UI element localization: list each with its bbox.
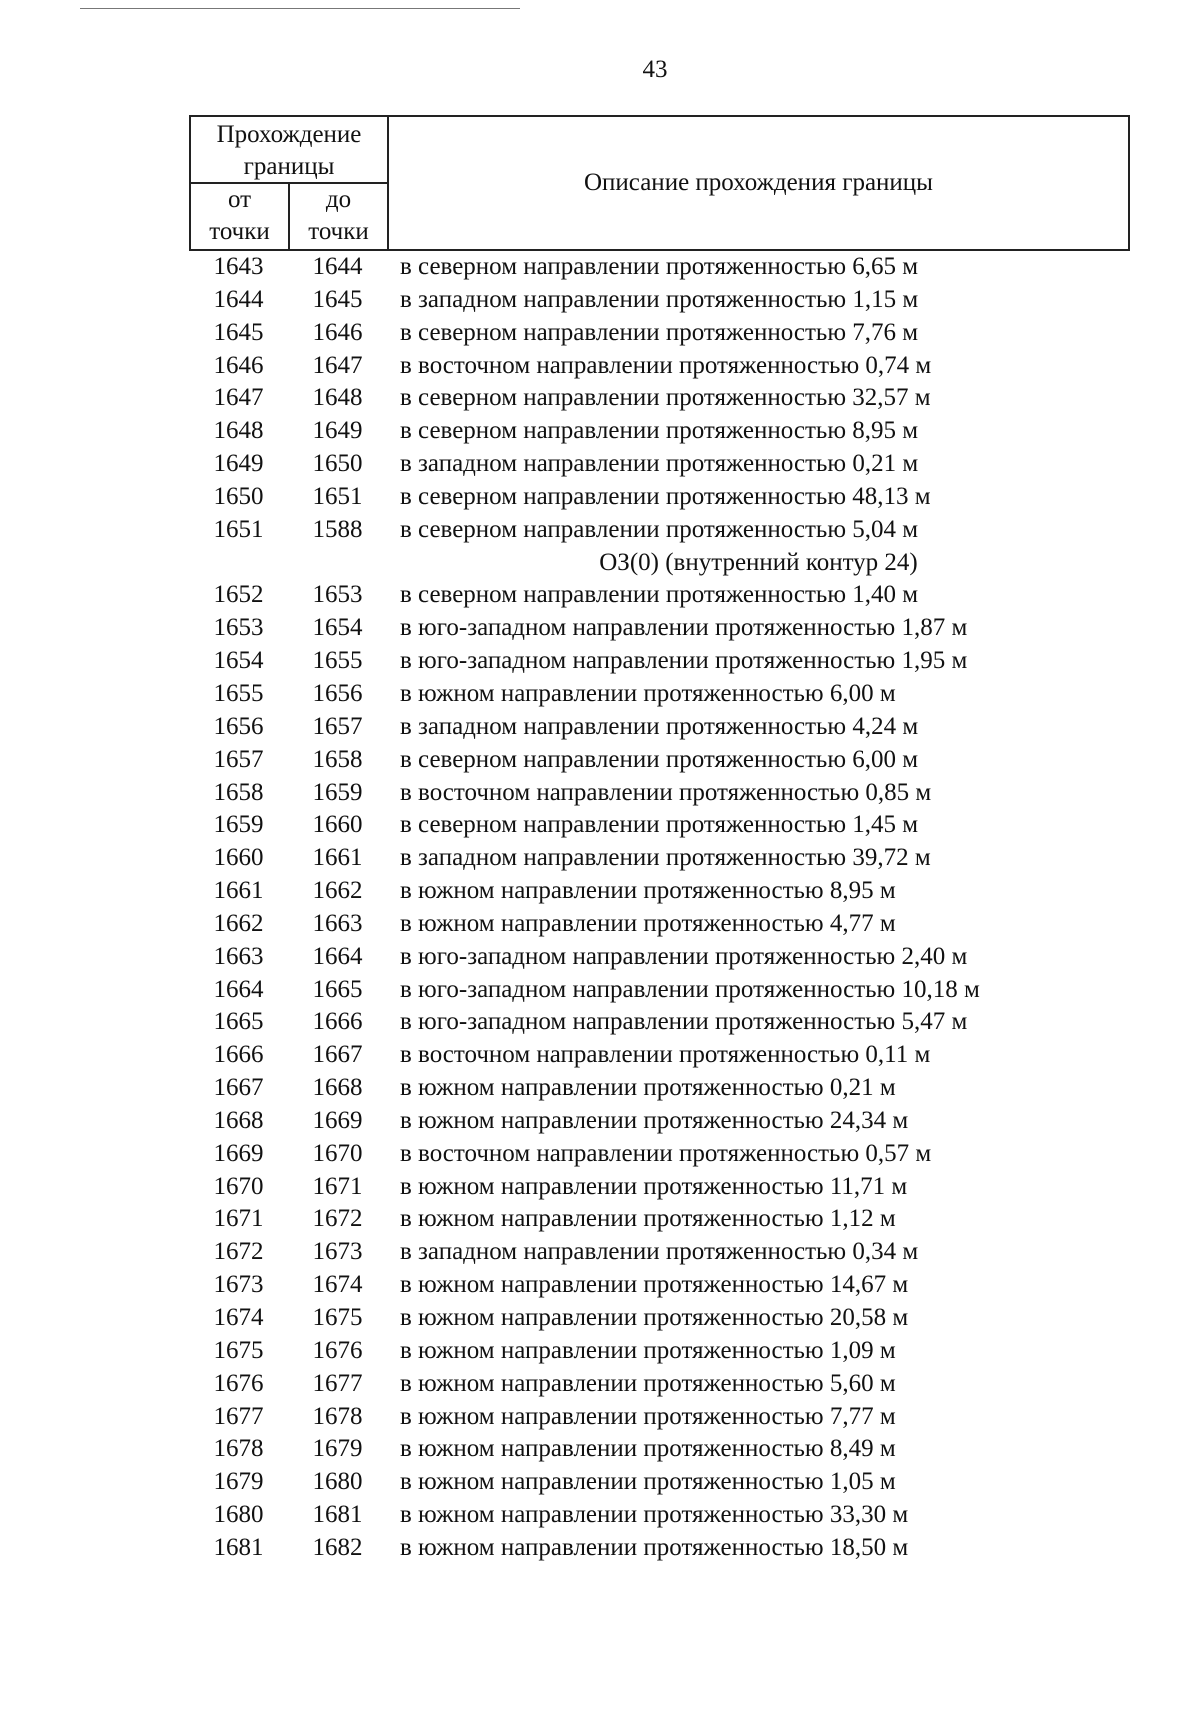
description-cell: в южном направлении протяженностью 8,49 м — [400, 1435, 896, 1463]
from-point-cell: 1673 — [213, 1271, 264, 1299]
to-point-cell: 1656 — [312, 679, 363, 707]
description-cell: в западном направлении протяженностью 0,34 м — [400, 1238, 919, 1266]
to-point-cell: 1664 — [312, 942, 363, 970]
to-point-cell: 1654 — [312, 614, 363, 642]
to-point-cell: 1657 — [312, 712, 363, 740]
from-point-cell: 1679 — [213, 1468, 264, 1496]
description-cell: в северном направлении протяженностью 1,45 м — [400, 811, 919, 839]
header-group-boundary-passage: Прохождение границы — [191, 117, 389, 184]
description-cell: в восточном направлении протяженностью 0,57 м — [400, 1139, 932, 1167]
header-to-line1: до — [325, 186, 352, 213]
description-cell: в восточном направлении протяженностью 0,11 м — [400, 1041, 931, 1069]
from-point-cell: 1659 — [213, 811, 264, 839]
description-cell: в северном направлении протяженностью 1,40 м — [400, 581, 919, 609]
table-body — [189, 251, 1130, 1565]
description-cell: в южном направлении протяженностью 0,21 м — [400, 1074, 896, 1102]
to-point-cell: 1667 — [312, 1041, 363, 1069]
to-point-cell: 1676 — [312, 1336, 363, 1364]
to-point-cell: 1649 — [312, 417, 363, 445]
description-cell: в южном направлении протяженностью 18,50 м — [400, 1533, 909, 1561]
to-point-cell: 1658 — [312, 745, 363, 773]
to-point-cell: 1673 — [312, 1238, 363, 1266]
to-point-cell: 1670 — [312, 1139, 363, 1167]
description-cell: в северном направлении протяженностью 7,76 м — [400, 318, 919, 346]
description-cell: в южном направлении протяженностью 33,30 м — [400, 1501, 909, 1529]
from-point-cell: 1654 — [213, 647, 264, 675]
from-point-cell: 1663 — [213, 942, 264, 970]
to-point-cell: 1671 — [312, 1172, 363, 1200]
to-point-cell: 1662 — [312, 877, 363, 905]
description-cell: в северном направлении протяженностью 32,57 м — [400, 384, 931, 412]
from-point-cell: 1644 — [213, 285, 264, 313]
header-from-line1: от — [227, 186, 252, 213]
description-cell: в южном направлении протяженностью 6,00 м — [400, 679, 896, 707]
from-point-cell: 1672 — [213, 1238, 264, 1266]
to-point-cell: 1680 — [312, 1468, 363, 1496]
to-point-cell: 1674 — [312, 1271, 363, 1299]
from-point-cell: 1664 — [213, 975, 264, 1003]
description-cell: в юго-западном направлении протяженностью 5,47 м — [400, 1008, 968, 1036]
table-row — [189, 1105, 1130, 1138]
from-point-cell: 1677 — [213, 1402, 264, 1430]
from-point-cell: 1649 — [213, 450, 264, 478]
from-point-cell: 1646 — [213, 351, 264, 379]
table-row — [189, 744, 1130, 777]
to-point-cell: 1666 — [312, 1008, 363, 1036]
from-point-cell: 1676 — [213, 1369, 264, 1397]
table-row — [189, 448, 1130, 481]
description-cell: в северном направлении протяженностью 5,04 м — [400, 515, 919, 543]
to-point-cell: 1682 — [312, 1533, 363, 1561]
to-point-cell: 1650 — [312, 450, 363, 478]
from-point-cell: 1666 — [213, 1041, 264, 1069]
description-cell: в южном направлении протяженностью 20,58 м — [400, 1304, 909, 1331]
from-point-cell: 1656 — [213, 712, 264, 740]
from-point-cell: 1674 — [213, 1304, 264, 1331]
description-cell: в южном направлении протяженностью 4,77 м — [400, 909, 896, 937]
table-header — [189, 115, 1130, 251]
table-row — [189, 842, 1130, 875]
table-row — [189, 645, 1130, 678]
description-cell: в юго-западном направлении протяженностью 1,87 м — [400, 614, 968, 642]
table-row — [189, 974, 1130, 1007]
to-point-cell: 1661 — [312, 844, 363, 872]
table-row — [189, 1236, 1130, 1269]
from-point-cell: 1660 — [213, 844, 264, 872]
table-row — [189, 514, 1130, 547]
table-row — [189, 1433, 1130, 1466]
to-point-cell: 1644 — [312, 253, 363, 280]
header-from-line2: точки — [209, 218, 270, 245]
to-point-cell: 1647 — [312, 351, 363, 379]
description-cell: в южном направлении протяженностью 7,77 м — [400, 1402, 896, 1430]
table-row — [189, 481, 1130, 514]
table-row — [189, 1532, 1130, 1565]
description-cell: в юго-западном направлении протяженностью 10,18 м — [400, 975, 980, 1003]
section-title: ОЗ(0) (внутренний контур 24) — [599, 548, 918, 576]
description-cell: в юго-западном направлении протяженностью 1,95 м — [400, 647, 968, 675]
description-cell: в южном направлении протяженностью 14,67 м — [400, 1271, 909, 1299]
from-point-cell: 1653 — [213, 614, 264, 642]
to-point-cell: 1678 — [312, 1402, 363, 1430]
to-point-cell: 1648 — [312, 384, 363, 412]
description-cell: в восточном направлении протяженностью 0,85 м — [400, 778, 932, 806]
table-row — [189, 1401, 1130, 1434]
table-row — [189, 284, 1130, 317]
from-point-cell: 1645 — [213, 318, 264, 346]
table-row — [189, 317, 1130, 350]
description-cell: в западном направлении протяженностью 0,21 м — [400, 450, 919, 478]
table-row — [189, 1072, 1130, 1105]
table-row — [189, 1138, 1130, 1171]
from-point-cell: 1668 — [213, 1106, 264, 1134]
to-point-cell: 1645 — [312, 285, 363, 313]
table-row — [189, 711, 1130, 744]
to-point-cell: 1646 — [312, 318, 363, 346]
description-cell: в южном направлении протяженностью 1,09 м — [400, 1336, 896, 1364]
table-row — [189, 1039, 1130, 1072]
table-row — [189, 678, 1130, 711]
to-point-cell: 1675 — [312, 1304, 363, 1331]
from-point-cell: 1658 — [213, 778, 264, 806]
description-cell: в южном направлении протяженностью 1,05 м — [400, 1468, 896, 1496]
table-row — [189, 382, 1130, 415]
header-from-point — [191, 184, 290, 249]
from-point-cell: 1652 — [213, 581, 264, 609]
page-number: 43 — [642, 56, 668, 83]
from-point-cell: 1661 — [213, 877, 264, 905]
from-point-cell: 1678 — [213, 1435, 264, 1463]
description-cell: в западном направлении протяженностью 39,72 м — [400, 844, 931, 872]
from-point-cell: 1680 — [213, 1501, 264, 1529]
to-point-cell: 1681 — [312, 1501, 363, 1529]
table-row — [189, 1203, 1130, 1236]
from-point-cell: 1670 — [213, 1172, 264, 1200]
to-point-cell: 1677 — [312, 1369, 363, 1397]
description-cell: в южном направлении протяженностью 1,12 м — [400, 1205, 896, 1233]
section-title-row — [189, 547, 1130, 580]
from-point-cell: 1662 — [213, 909, 264, 937]
description-cell: в северном направлении протяженностью 8,95 м — [400, 417, 919, 445]
top-rule — [80, 8, 520, 9]
table-row — [189, 251, 1130, 284]
header-to-point — [290, 184, 389, 249]
from-point-cell: 1669 — [213, 1139, 264, 1167]
from-point-cell: 1650 — [213, 482, 264, 510]
from-point-cell: 1665 — [213, 1008, 264, 1036]
table-row — [189, 941, 1130, 974]
table-row — [189, 350, 1130, 383]
table-row — [189, 809, 1130, 842]
to-point-cell: 1672 — [312, 1205, 363, 1233]
table-row — [189, 1499, 1130, 1532]
to-point-cell: 1663 — [312, 909, 363, 937]
header-to-line2: точки — [308, 218, 369, 245]
description-cell: в южном направлении протяженностью 8,95 м — [400, 877, 896, 905]
description-cell: в северном направлении протяженностью 6,00 м — [400, 745, 919, 773]
table-row — [189, 875, 1130, 908]
to-point-cell: 1660 — [312, 811, 363, 839]
table-row — [189, 1269, 1130, 1302]
table-row — [189, 1466, 1130, 1499]
to-point-cell: 1668 — [312, 1074, 363, 1102]
header-description — [389, 117, 1128, 249]
description-cell: в западном направлении протяженностью 4,24 м — [400, 712, 919, 740]
from-point-cell: 1675 — [213, 1336, 264, 1364]
table-row — [189, 1171, 1130, 1204]
from-point-cell: 1643 — [213, 253, 264, 280]
table-row — [189, 579, 1130, 612]
from-point-cell: 1681 — [213, 1533, 264, 1561]
description-cell: в западном направлении протяженностью 1,15 м — [400, 285, 919, 313]
to-point-cell: 1653 — [312, 581, 363, 609]
header-description-label: Описание прохождения границы — [584, 169, 933, 196]
from-point-cell: 1671 — [213, 1205, 264, 1233]
table-row — [189, 612, 1130, 645]
description-cell: в восточном направлении протяженностью 0,74 м — [400, 351, 932, 379]
from-point-cell: 1655 — [213, 679, 264, 707]
to-point-cell: 1679 — [312, 1435, 363, 1463]
table-row — [189, 1302, 1130, 1335]
to-point-cell: 1655 — [312, 647, 363, 675]
description-cell: в северном направлении протяженностью 6,65 м — [400, 253, 919, 280]
to-point-cell: 1588 — [312, 515, 363, 543]
from-point-cell: 1657 — [213, 745, 264, 773]
from-point-cell: 1648 — [213, 417, 264, 445]
to-point-cell: 1665 — [312, 975, 363, 1003]
table-row — [189, 908, 1130, 941]
from-point-cell: 1647 — [213, 384, 264, 412]
to-point-cell: 1651 — [312, 482, 363, 510]
table-row — [189, 1335, 1130, 1368]
description-cell: в южном направлении протяженностью 11,71 м — [400, 1172, 908, 1200]
table-row — [189, 777, 1130, 810]
table-row — [189, 1006, 1130, 1039]
description-cell: в южном направлении протяженностью 5,60 м — [400, 1369, 896, 1397]
table-row — [189, 415, 1130, 448]
from-point-cell: 1667 — [213, 1074, 264, 1102]
description-cell: в юго-западном направлении протяженностью 2,40 м — [400, 942, 968, 970]
from-point-cell: 1651 — [213, 515, 264, 543]
to-point-cell: 1659 — [312, 778, 363, 806]
description-cell: в северном направлении протяженностью 48,13 м — [400, 482, 931, 510]
to-point-cell: 1669 — [312, 1106, 363, 1134]
description-cell: в южном направлении протяженностью 24,34 м — [400, 1106, 909, 1134]
table-row — [189, 1368, 1130, 1401]
